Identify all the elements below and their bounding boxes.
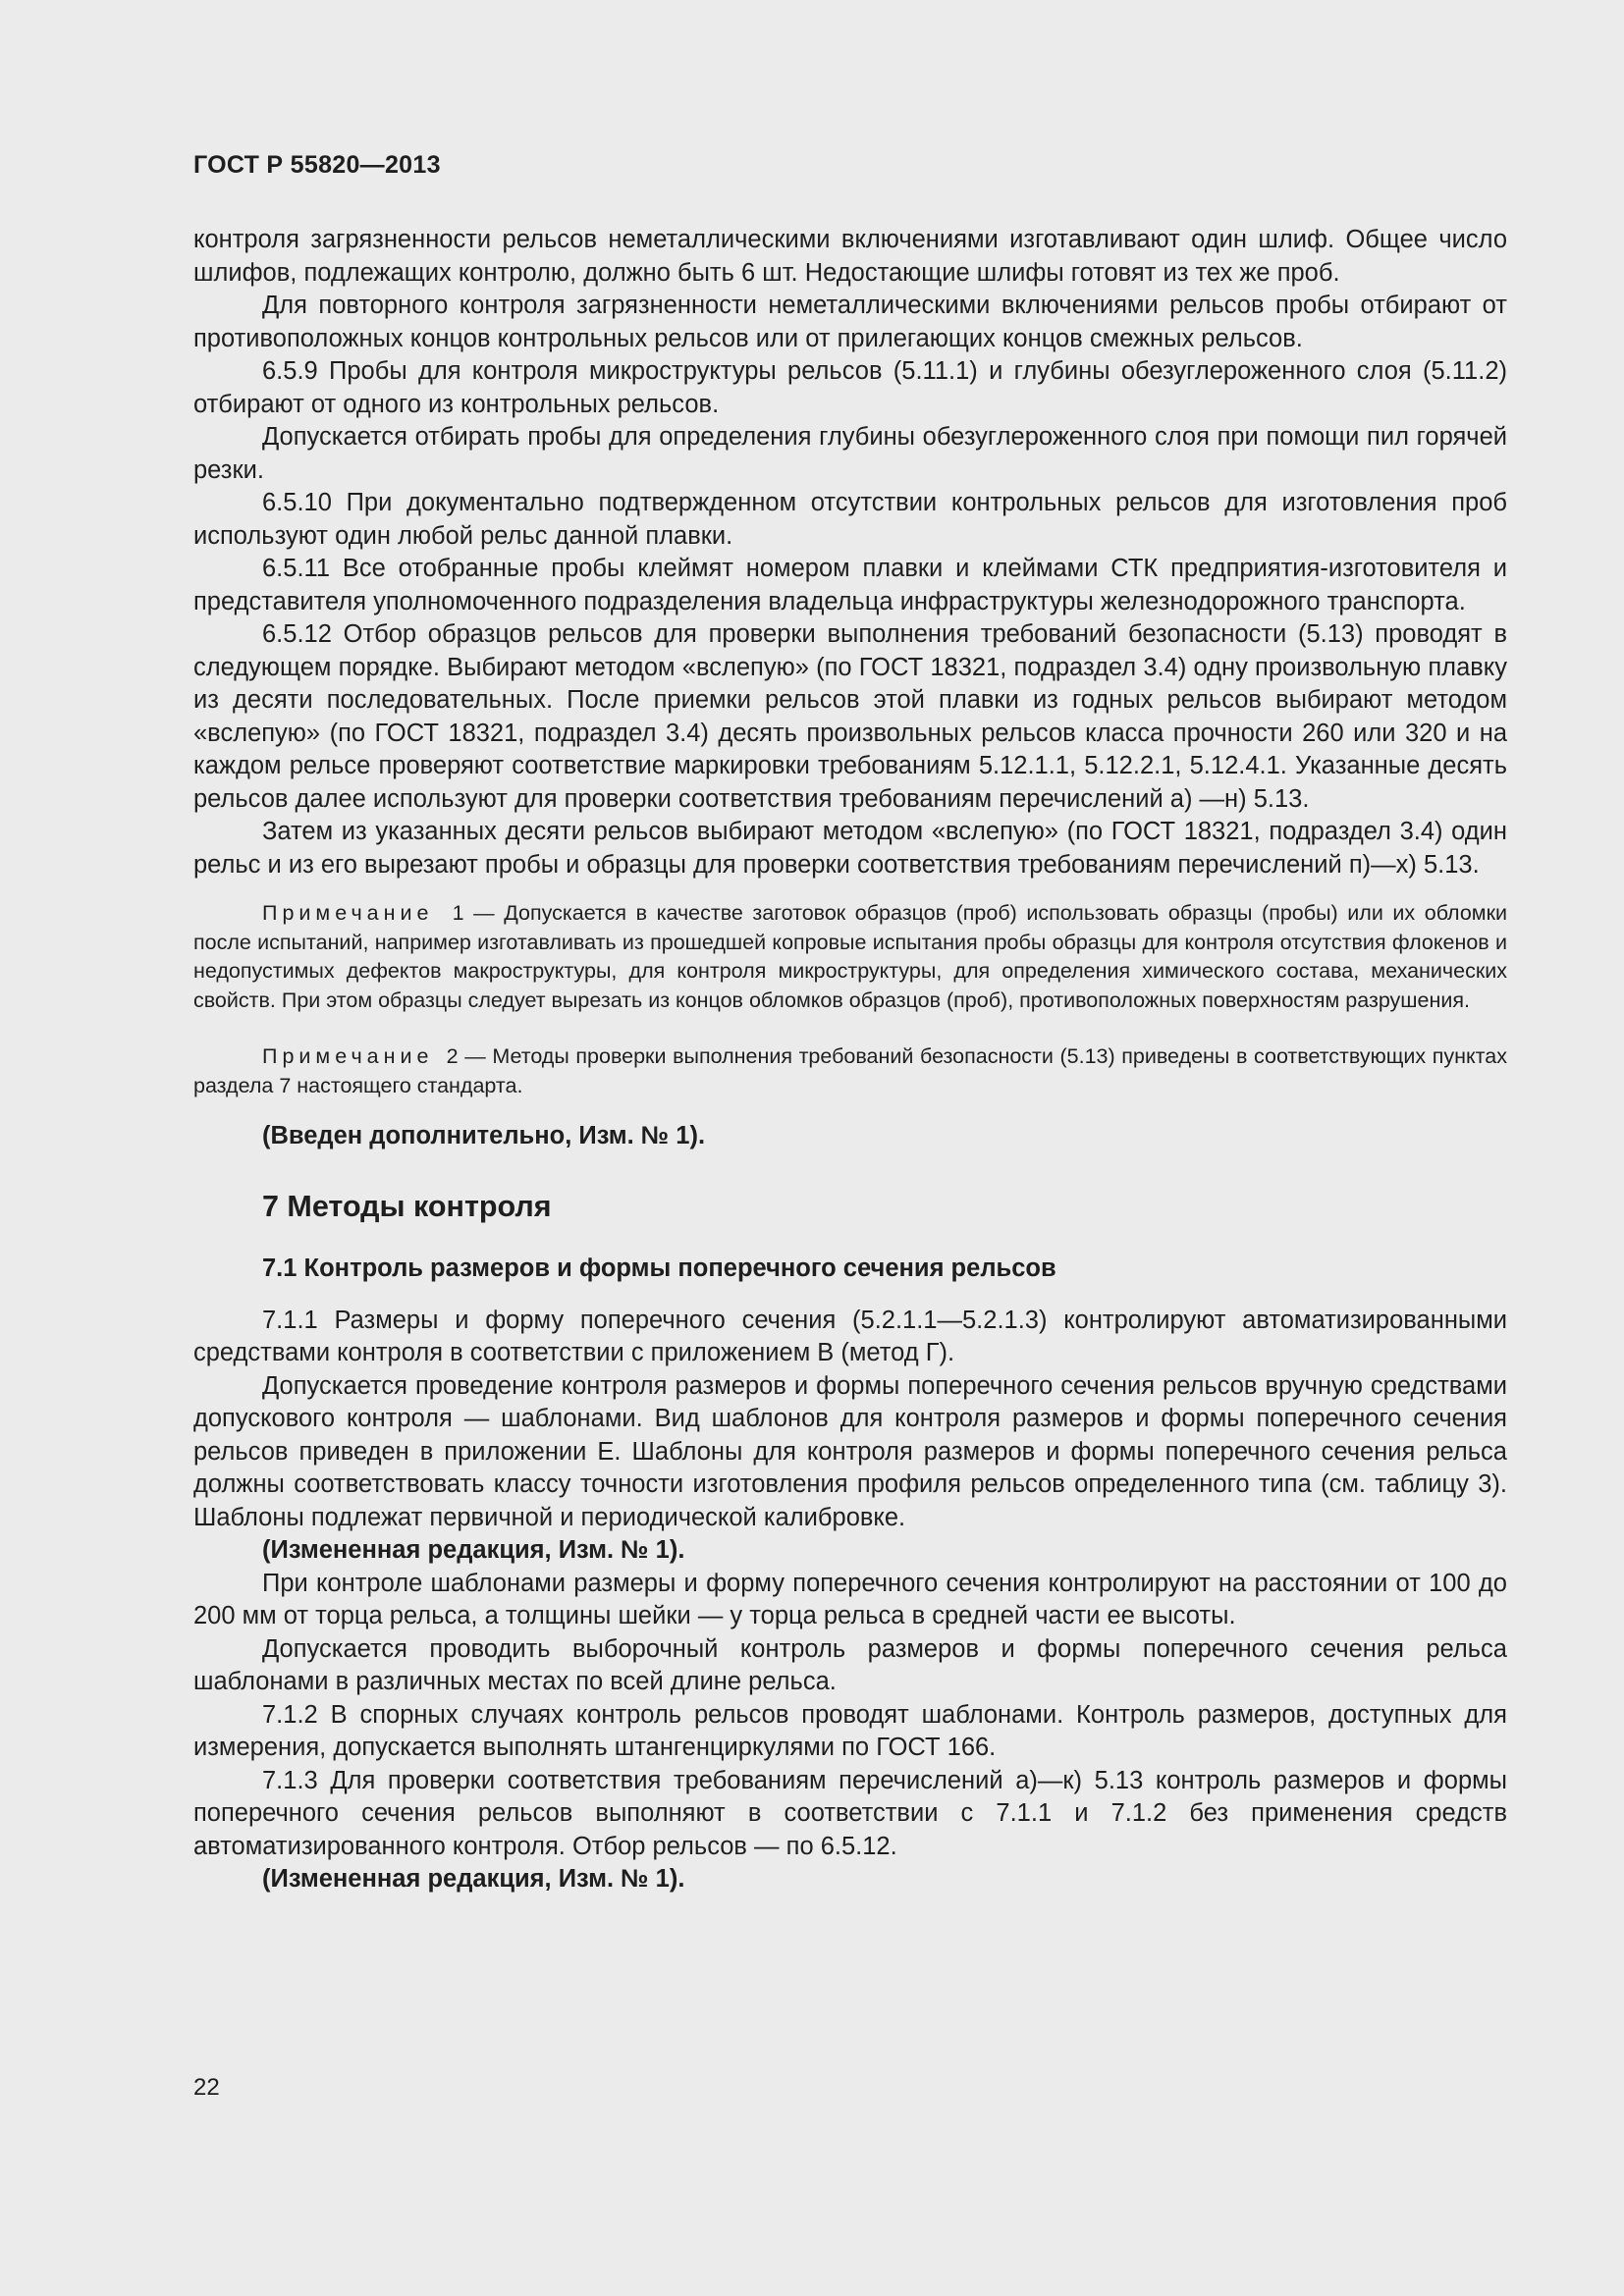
paragraph: При контроле шаблонами размеры и форму поперечного сечения контролируют на расстоянии от 100 до 200 мм от торца рельса, а толщины шейки — у торца рельса в средней части ее высоты. — [193, 1569, 1507, 1629]
paragraph: Допускается проводить выборочный контроль размеров и формы поперечного сечения рельса шаблонами в различных местах по всей длине рельса. — [193, 1634, 1507, 1695]
paragraph: контроля загрязненности рельсов неметаллическими включениями изготавливают один шлиф. Общее число шлифов, подлежащих контролю, должно быть 6 шт. Недостающие шлифы готовят из тех же проб. — [193, 226, 1507, 287]
clause-7-1-2: 7.1.2 В спорных случаях контроль рельсов проводят шаблонами. Контроль размеров, доступных для измерения, допускается выполнять штангенциркулями по ГОСТ 166. — [193, 1700, 1507, 1761]
note-text: — Методы проверки выполнения требований безопасности (5.13) приведены в соответствующих пунктах раздела 7 настоящего стандарта. — [193, 1044, 1507, 1097]
note-number: 1 — [452, 901, 464, 925]
paragraph: Допускается отбирать пробы для определения глубины обезуглероженного слоя при помощи пил горячей резки. — [193, 423, 1507, 484]
amendment-changed: (Измененная редакция, Изм. № 1). — [262, 1865, 685, 1893]
clause-6-5-9: 6.5.9 Пробы для контроля микроструктуры рельсов (5.11.1) и глубины обезуглероженного слоя (5.11.2) отбирают от одного из контрольных рельсов. — [193, 357, 1507, 418]
paragraph: Для повторного контроля загрязненности неметаллическими включениями рельсов пробы отбирают от противоположных концов контрольных рельсов или от прилегающих концов смежных рельсов. — [193, 292, 1507, 352]
note-number: 2 — [446, 1044, 459, 1068]
subsection-heading-7-1: 7.1 Контроль размеров и формы поперечного сечения рельсов — [262, 1254, 1056, 1282]
page-number: 22 — [193, 2074, 220, 2101]
clause-7-1-1: 7.1.1 Размеры и форму поперечного сечения (5.2.1.1—5.2.1.3) контролируют автоматизированными средствами контроля в соответствии с приложением В (метод Г). — [193, 1306, 1507, 1366]
note-label: Примечание — [262, 1044, 434, 1068]
document-header: ГОСТ Р 55820—2013 — [193, 151, 441, 179]
note-text: — Допускается в качестве заготовок образцов (проб) использовать образцы (пробы) или их обломки после испытаний, например изготавливать из прошедшей копровые испытания пробы образцы для контроля отсутствия флокенов и недопустимых дефектов макроструктуры, для контроля микроструктуры, для определения химического состава, механических свойств. При этом образцы следует вырезать из концов обломков образцов (проб), противоположных поверхностям разрушения. — [193, 901, 1507, 1012]
note-2 — [193, 1042, 1507, 1100]
paragraph: Затем из указанных десяти рельсов выбирают методом «вслепую» (по ГОСТ 18321, подраздел 3.4) один рельс и из его вырезают пробы и образцы для проверки соответствия требованиям перечислений п)—х) 5.13. — [193, 818, 1507, 879]
document-body — [193, 224, 1507, 1896]
clause-7-1-3: 7.1.3 Для проверки соответствия требованиям перечислений а)—к) 5.13 контроль размеров и формы поперечного сечения рельсов выполняют в соответствии с 7.1.1 и 7.1.2 без применения средств автоматизированного контроля. Отбор рельсов — по 6.5.12. — [193, 1766, 1507, 1860]
clause-6-5-10: 6.5.10 При документально подтвержденном отсутствии контрольных рельсов для изготовления проб используют один любой рельс данной плавки. — [193, 489, 1507, 550]
section-heading-7: 7 Методы контроля — [262, 1189, 552, 1223]
note-label: Примечание — [262, 901, 434, 925]
note-1 — [193, 899, 1507, 1015]
clause-6-5-11: 6.5.11 Все отобранные пробы клеймят номером плавки и клеймами СТК предприятия-изготовителя и представителя уполномоченного подразделения владельца инфраструктуры железнодорожного транспорта. — [193, 555, 1507, 615]
clause-6-5-12: 6.5.12 Отбор образцов рельсов для проверки выполнения требований безопасности (5.13) проводят в следующем порядке. Выбирают методом «вслепую» (по ГОСТ 18321, подраздел 3.4) одну произвольную плавку из десяти последовательных. После приемки рельсов этой плавки из годных рельсов выбирают методом «вслепую» (по ГОСТ 18321, подраздел 3.4) десять произвольных рельсов класса прочности 260 или 320 и на каждом рельсе проверяют соответствие маркировки требованиям 5.12.1.1, 5.12.2.1, 5.12.4.1. Указанные десять рельсов далее используют для проверки соответствия требованиям перечислений а) —н) 5.13. — [193, 620, 1507, 813]
paragraph: Допускается проведение контроля размеров и формы поперечного сечения рельсов вручную средствами допускового контроля — шаблонами. Вид шаблонов для контроля размеров и формы поперечного сечения рельсов приведен в приложении Е. Шаблоны для контроля размеров и формы поперечного сечения рельса должны соответствовать классу точности изготовления профиля рельсов определенного типа (см. таблицу 3). Шаблоны подлежат первичной и периодической калибровке. — [193, 1371, 1507, 1531]
amendment-introduced: (Введен дополнительно, Изм. № 1). — [262, 1122, 706, 1149]
amendment-changed: (Измененная редакция, Изм. № 1). — [262, 1536, 685, 1564]
